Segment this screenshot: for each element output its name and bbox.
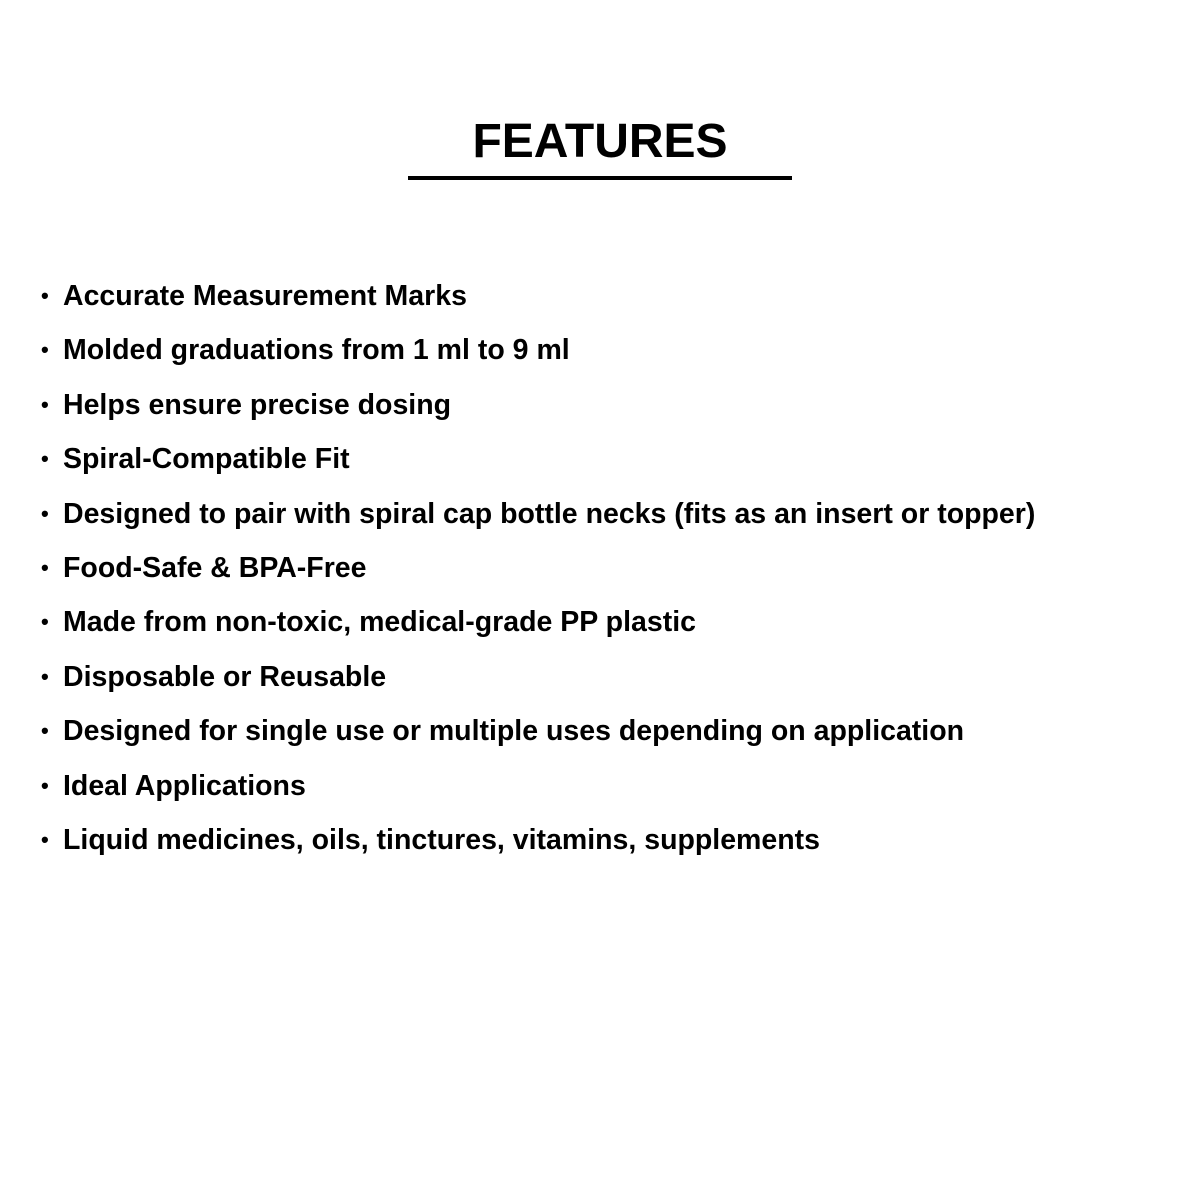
list-item xyxy=(41,487,1153,541)
list-item xyxy=(41,432,1153,486)
list-item-text: Accurate Measurement Marks xyxy=(63,280,467,312)
bullet-icon: • xyxy=(41,718,49,744)
list-item xyxy=(41,595,1153,649)
list-item-text: Spiral-Compatible Fit xyxy=(63,443,350,476)
bullet-icon: • xyxy=(41,337,49,363)
list-item-text: Helps ensure precise dosing xyxy=(63,388,452,421)
bullet-icon: • xyxy=(41,772,49,798)
list-item xyxy=(41,759,1153,813)
list-item-text: Liquid medicines, oils, tinctures, vitamins, supplements xyxy=(63,824,821,857)
bullet-icon: • xyxy=(41,391,49,417)
features-list xyxy=(41,269,1153,867)
bullet-icon: • xyxy=(41,283,49,308)
list-item-text: Ideal Applications xyxy=(63,769,306,802)
list-item-text: Food-Safe & BPA-Free xyxy=(63,552,367,585)
list-item-text: Designed for single use or multiple uses depending on application xyxy=(63,715,965,748)
list-item xyxy=(41,704,1153,758)
bullet-icon: • xyxy=(41,827,49,853)
bullet-icon: • xyxy=(41,609,49,635)
bullet-icon: • xyxy=(41,446,49,472)
list-item xyxy=(41,541,1153,595)
list-item-text: Disposable or Reusable xyxy=(63,660,387,693)
title-underline xyxy=(408,176,792,180)
page-title: FEATURES xyxy=(472,115,728,168)
list-item-text: Made from non-toxic, medical-grade PP plastic xyxy=(63,606,696,639)
list-item xyxy=(41,269,1153,323)
list-item-text: Designed to pair with spiral cap bottle necks (fits as an insert or topper) xyxy=(63,497,1036,530)
list-item-text: Molded graduations from 1 ml to 9 ml xyxy=(63,334,570,367)
bullet-icon: • xyxy=(41,663,49,689)
list-item xyxy=(41,323,1153,377)
bullet-icon: • xyxy=(41,500,49,526)
bullet-icon: • xyxy=(41,555,49,581)
list-item xyxy=(41,813,1153,867)
list-item xyxy=(41,378,1153,432)
list-item xyxy=(41,650,1153,704)
